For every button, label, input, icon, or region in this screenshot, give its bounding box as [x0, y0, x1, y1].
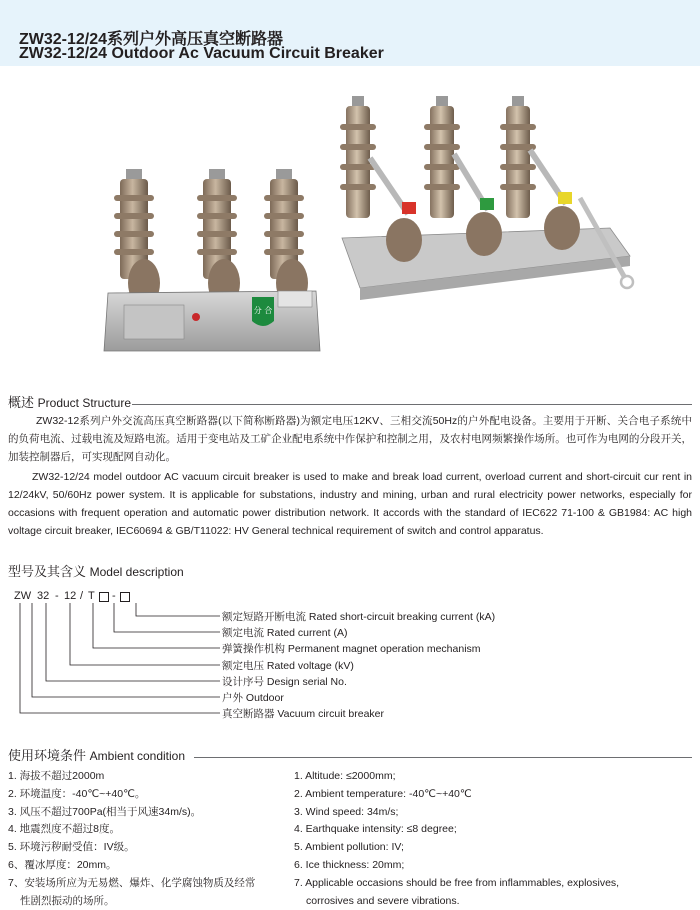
model-code-sep1: - — [55, 590, 59, 602]
env-en-item: 5. Ambient pollution: IV; — [294, 841, 404, 854]
env-zh-item: 3. 风压不超过700Pa(相当于风速34m/s)。 — [8, 805, 202, 818]
env-en-item: 7. Applicable occasions should be free from inflammables, explosives, — [294, 876, 620, 889]
structure-paragraph-zh: ZW32-12系列户外交流高压真空断路器(以下简称断路器)为额定电压12KV、三相交流50Hz的户外配电设备。主要用于开断、关合电子系统中的负荷电流、过载电流及短路电流。适用于变电站及工矿企业配电系统中作保护和控制之用，及农村电网频繁操作场所。也可作为电网的分段开关，加装控制器后，可实现配网自动化。 — [8, 415, 692, 463]
section-title-structure-en: Product Structure — [37, 396, 132, 410]
section-title-model-zh: 型号及其含义 — [8, 564, 87, 579]
env-en-item: 2. Ambient temperature: -40℃~+40℃ — [294, 787, 472, 800]
model-label-outdoor: 户外 Outdoor — [222, 692, 284, 704]
model-label-rated-voltage: 额定电压 Rated voltage (kV) — [222, 660, 354, 672]
model-code-sep3: - — [112, 590, 116, 602]
model-label-mechanism: 弹簧操作机构 Permanent magnet operation mechanism — [222, 643, 481, 655]
model-code-12: 12 — [64, 590, 77, 602]
page-title-en: ZW32-12/24 Outdoor Ac Vacuum Circuit Breaker — [19, 45, 384, 62]
env-zh-item: 2. 环境温度：-40℃~+40℃。 — [8, 787, 146, 800]
svg-text:分 合: 分 合 — [253, 306, 273, 315]
section-title-model-en: Model description — [89, 565, 184, 579]
section-title-structure-zh: 概述 — [8, 395, 35, 410]
model-code-zw: ZW — [14, 590, 32, 602]
env-en-item: 6. Ice thickness: 20mm; — [294, 858, 405, 871]
environment-list-zh — [8, 768, 255, 910]
env-zh-item: 1. 海拔不超过2000m — [8, 770, 105, 782]
structure-paragraph-en: ZW32-12/24 model outdoor AC vacuum circuit breaker is used to make and break load current, overload current and short-circuit cur rent in 12/24kV, 50/60Hz power system. It is applicable for substations, industry and mining, urban and rural electricity power networks, especially for occasions with frequent operation and automatic power distribution network. It accords with the standard of IEC622 71-100 & GB1984: AC high voltage circuit breaker, IEC60694 & GB/T11022: HV General technical requirement of switch and control apparatus. — [8, 471, 692, 537]
env-en-item: 4. Earthquake intensity: ≤8 degree; — [294, 823, 457, 836]
model-label-vacuum: 真空断路器 Vacuum circuit breaker — [222, 708, 385, 720]
model-label-breaking-current: 额定短路开断电流 Rated short-circuit breaking current (kA) — [222, 611, 496, 623]
model-label-rated-current: 额定电流 Rated current (A) — [222, 627, 348, 639]
model-code-sep2: / — [80, 590, 84, 602]
env-en-item: corrosives and severe vibrations. — [306, 894, 460, 907]
env-zh-item: 5. 环境污秽耐受值：IV级。 — [8, 841, 135, 854]
section-title-environment-en: Ambient condition — [89, 749, 186, 763]
env-zh-item: 7、安装场所应为无易燃、爆炸、化学腐蚀物质及经常 — [8, 876, 256, 889]
section-title-environment — [8, 745, 185, 764]
section-rule-environment — [194, 757, 692, 758]
env-zh-item: 6、覆冰厚度：20mm。 — [8, 858, 117, 871]
environment-list-en — [294, 768, 619, 910]
env-zh-item: 性剧烈振动的场所。 — [20, 894, 115, 907]
model-code-32: 32 — [37, 590, 50, 602]
model-label-serial: 设计序号 Design serial No. — [222, 676, 347, 688]
env-zh-item: 4. 地震烈度不超过8度。 — [8, 823, 121, 836]
model-code-t: T — [88, 590, 95, 602]
env-en-item: 1. Altitude: ≤2000mm; — [294, 770, 396, 782]
page-title-zh: ZW32-12/24系列户外高压真空断路器 — [19, 31, 284, 48]
section-title-environment-zh: 使用环境条件 — [8, 748, 87, 763]
env-en-item: 3. Wind speed: 34m/s; — [294, 805, 399, 818]
